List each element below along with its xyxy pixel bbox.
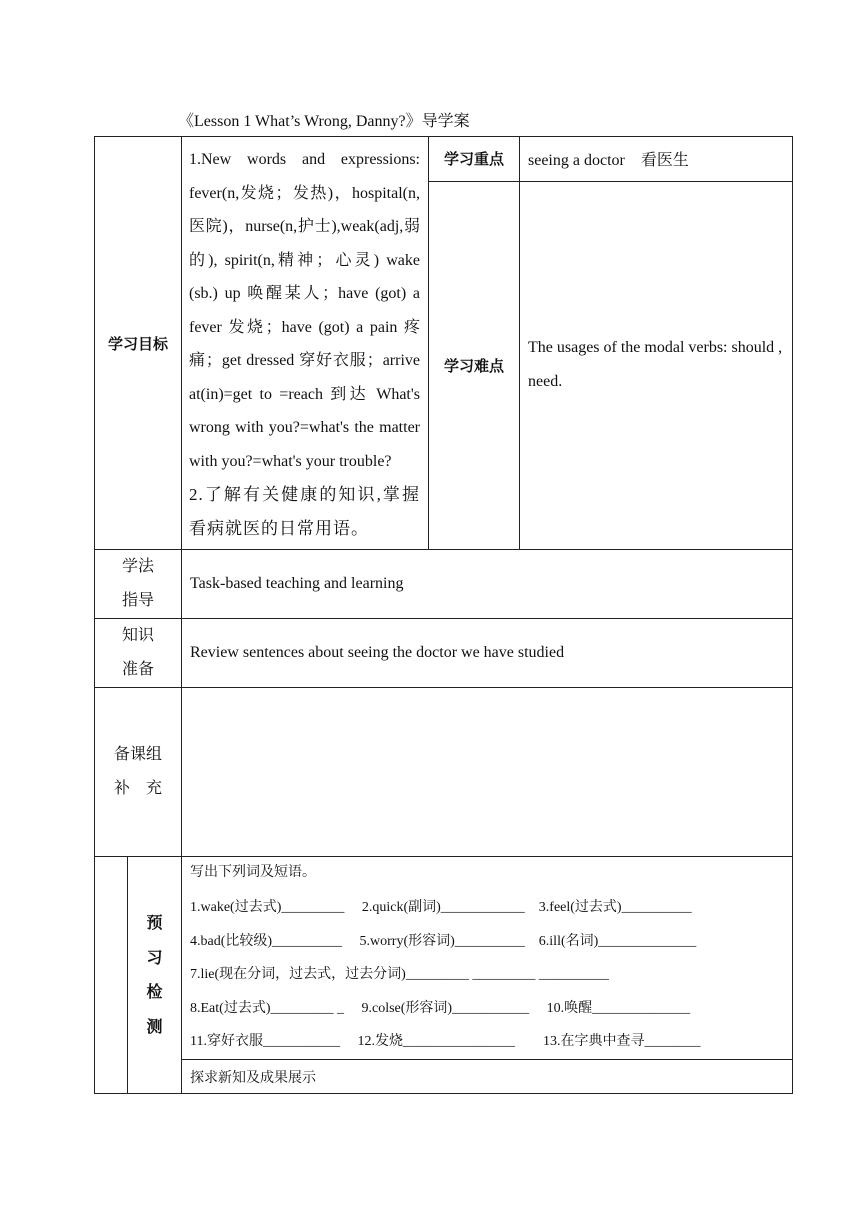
preview-label-char-4: 测 — [146, 1016, 163, 1036]
preview-row: 11.穿好衣服___________ 12.发烧________________ 13.在字典中查寻________ — [190, 1034, 701, 1050]
supplement-label-line2: 补 充 — [113, 780, 162, 797]
supplement-content — [182, 688, 793, 857]
objectives-item-1: 1.New words and expressions: fever(n,发烧；发热)，hospital(n,医院)，nurse(n,护士),weak(adj,弱的), spirit(n,精神；心灵) wake (sb.) up 唤醒某人；have (got) a fever 发烧；have (got) a pain 疼痛；get dressed 穿好衣服；arrive at(in)=get to =reach 到达 What's wrong with you?=what's the matter with you?=what's your trouble? — [189, 151, 420, 470]
focus-text: seeing a doctor 看医生 — [520, 137, 793, 182]
preview-row: 7.lie(现在分词，过去式，过去分词)_________ _________ __________ — [190, 967, 609, 983]
preview-label-char-1: 预 — [146, 913, 163, 932]
document-title: 《Lesson 1 What’s Wrong, Danny?》导学案 — [178, 113, 470, 130]
preview-section — [95, 857, 182, 1094]
method-text: Task-based teaching and learning — [182, 550, 793, 619]
preview-label-char-3: 检 — [146, 982, 163, 1001]
supplement-label-line1: 备课组 — [113, 746, 162, 763]
preview-label — [128, 856, 182, 1094]
lesson-plan-table — [94, 136, 793, 1094]
explore-text: 探求新知及成果展示 — [182, 1060, 793, 1094]
objectives-item-2: 2.了解有关健康的知识,掌握看病就医的日常用语。 — [189, 485, 420, 538]
focus-label: 学习重点 — [429, 137, 520, 182]
preview-label-char-2: 习 — [146, 947, 163, 967]
preview-spacer — [94, 856, 128, 1094]
method-label: 学法指导 — [95, 550, 182, 619]
preview-row: 8.Eat(过去式)_________ _ 9.colse(形容词)___________ 10.唤醒______________ — [190, 1000, 691, 1016]
knowledge-label: 知识准备 — [95, 619, 182, 688]
difficulty-label: 学习难点 — [429, 181, 520, 549]
preview-row: 4.bad(比较级)__________ 5.worry(形容词)__________ 6.ill(名词)______________ — [190, 933, 697, 949]
supplement-label — [95, 688, 182, 857]
preview-row: 1.wake(过去式)_________ 2.quick(副词)____________ 3.feel(过去式)__________ — [190, 900, 692, 915]
preview-side — [94, 856, 181, 1094]
preview-instruction: 写出下列词及短语。 — [190, 865, 316, 880]
preview-exercises — [182, 857, 793, 1060]
knowledge-text: Review sentences about seeing the doctor we have studied — [182, 619, 793, 688]
objectives-label: 学习目标 — [95, 137, 182, 550]
difficulty-text: The usages of the modal verbs: should , need. — [520, 181, 793, 549]
objectives-content — [182, 137, 429, 550]
